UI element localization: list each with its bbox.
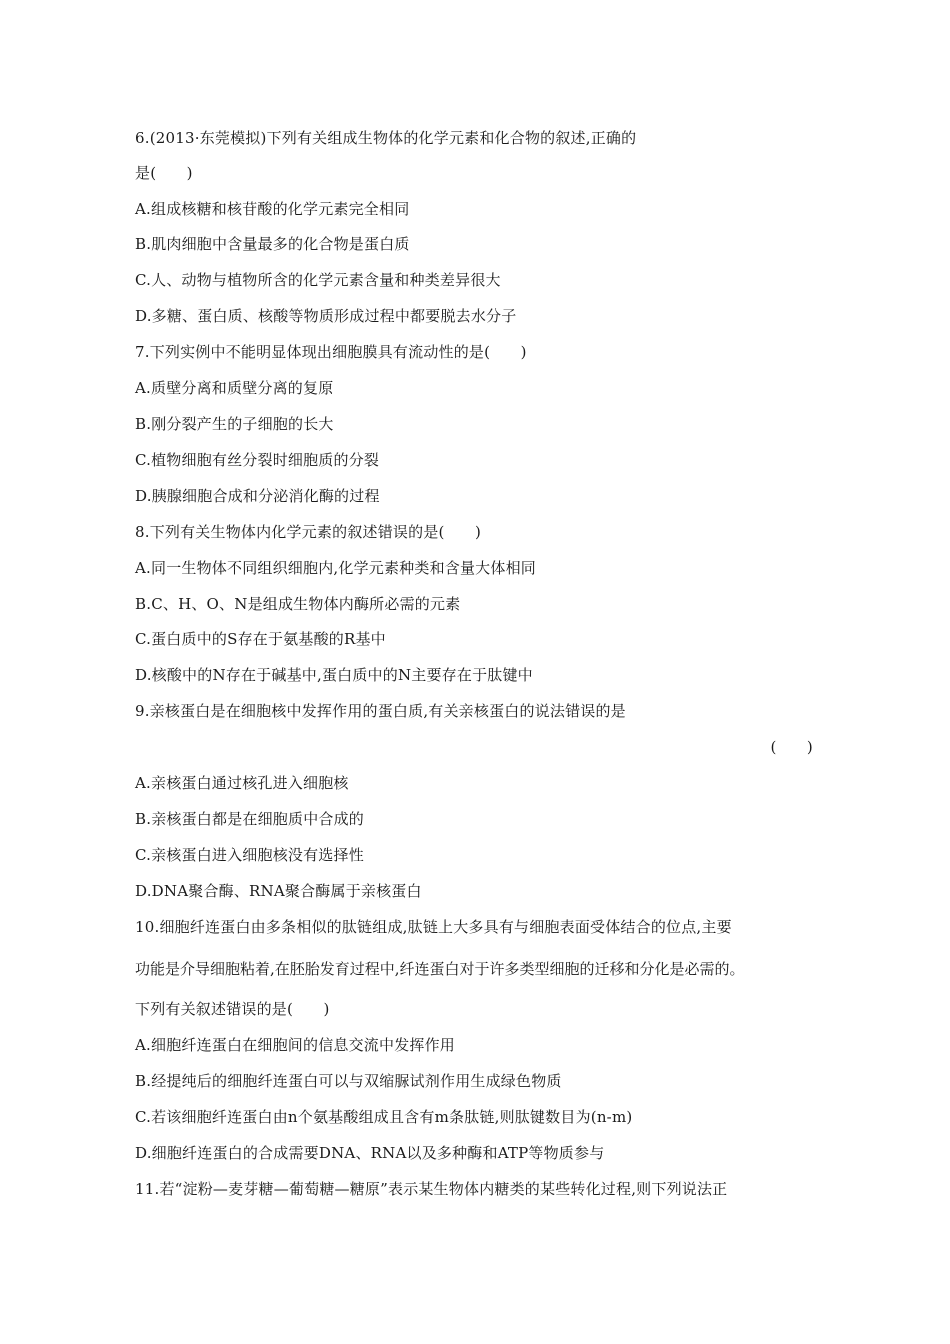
q7-option-d: D.胰腺细胞合成和分泌消化酶的过程: [135, 487, 380, 505]
q9-option-b: B.亲核蛋白都是在细胞质中合成的: [135, 810, 364, 828]
q8-stem-line-1: 8.下列有关生物体内化学元素的叙述错误的是( ): [135, 523, 482, 541]
q7-option-a: A.质壁分离和质壁分离的复原: [135, 379, 334, 397]
q8-option-c: C.蛋白质中的S存在于氨基酸的R基中: [135, 630, 386, 648]
q6-option-c: C.人、动物与植物所含的化学元素含量和种类差异很大: [135, 271, 501, 289]
q7-option-c: C.植物细胞有丝分裂时细胞质的分裂: [135, 451, 380, 469]
q6-stem-line-2: 是( ): [135, 164, 193, 182]
q8-option-a: A.同一生物体不同组织细胞内,化学元素种类和含量大体相同: [135, 559, 536, 577]
q10-option-a: A.细胞纤连蛋白在细胞间的信息交流中发挥作用: [135, 1036, 456, 1054]
q10-option-c: C.若该细胞纤连蛋白由n个氨基酸组成且含有m条肽链,则肽键数目为(n-m): [135, 1108, 633, 1126]
q11-stem-line-1: 11.若“淀粉—麦芽糖—葡萄糖—糖原”表示某生物体内糖类的某些转化过程,则下列说法正: [135, 1180, 728, 1198]
q9-answer-bracket: ( ): [770, 738, 813, 756]
q10-stem-line-1: 10.细胞纤连蛋白由多条相似的肽链组成,肽链上大多具有与细胞表面受体结合的位点,主要: [135, 918, 732, 936]
q7-stem-line-1: 7.下列实例中不能明显体现出细胞膜具有流动性的是( ): [135, 343, 527, 361]
q10-option-d: D.细胞纤连蛋白的合成需要DNA、RNA以及多种酶和ATP等物质参与: [135, 1144, 605, 1162]
q10-stem-line-3: 下列有关叙述错误的是( ): [135, 1000, 330, 1018]
q9-option-a: A.亲核蛋白通过核孔进入细胞核: [135, 774, 349, 792]
q9-option-c: C.亲核蛋白进入细胞核没有选择性: [135, 846, 364, 864]
q8-option-d: D.核酸中的N存在于碱基中,蛋白质中的N主要存在于肽键中: [135, 666, 533, 684]
q6-stem-line-1: 6.(2013·东莞模拟)下列有关组成生物体的化学元素和化合物的叙述,正确的: [135, 129, 637, 147]
q6-option-b: B.肌肉细胞中含量最多的化合物是蛋白质: [135, 235, 410, 253]
q9-stem-line-1: 9.亲核蛋白是在细胞核中发挥作用的蛋白质,有关亲核蛋白的说法错误的是: [135, 702, 626, 720]
q6-option-d: D.多糖、蛋白质、核酸等物质形成过程中都要脱去水分子: [135, 307, 517, 325]
q10-stem-line-2: 功能是介导细胞粘着,在胚胎发育过程中,纤连蛋白对于许多类型细胞的迁移和分化是必需的。: [135, 960, 745, 978]
q10-option-b: B.经提纯后的细胞纤连蛋白可以与双缩脲试剂作用生成绿色物质: [135, 1072, 562, 1090]
q7-option-b: B.刚分裂产生的子细胞的长大: [135, 415, 334, 433]
q8-option-b: B.C、H、O、N是组成生物体内酶所必需的元素: [135, 595, 461, 613]
q6-option-a: A.组成核糖和核苷酸的化学元素完全相同: [135, 200, 410, 218]
q9-option-d: D.DNA聚合酶、RNA聚合酶属于亲核蛋白: [135, 882, 422, 900]
